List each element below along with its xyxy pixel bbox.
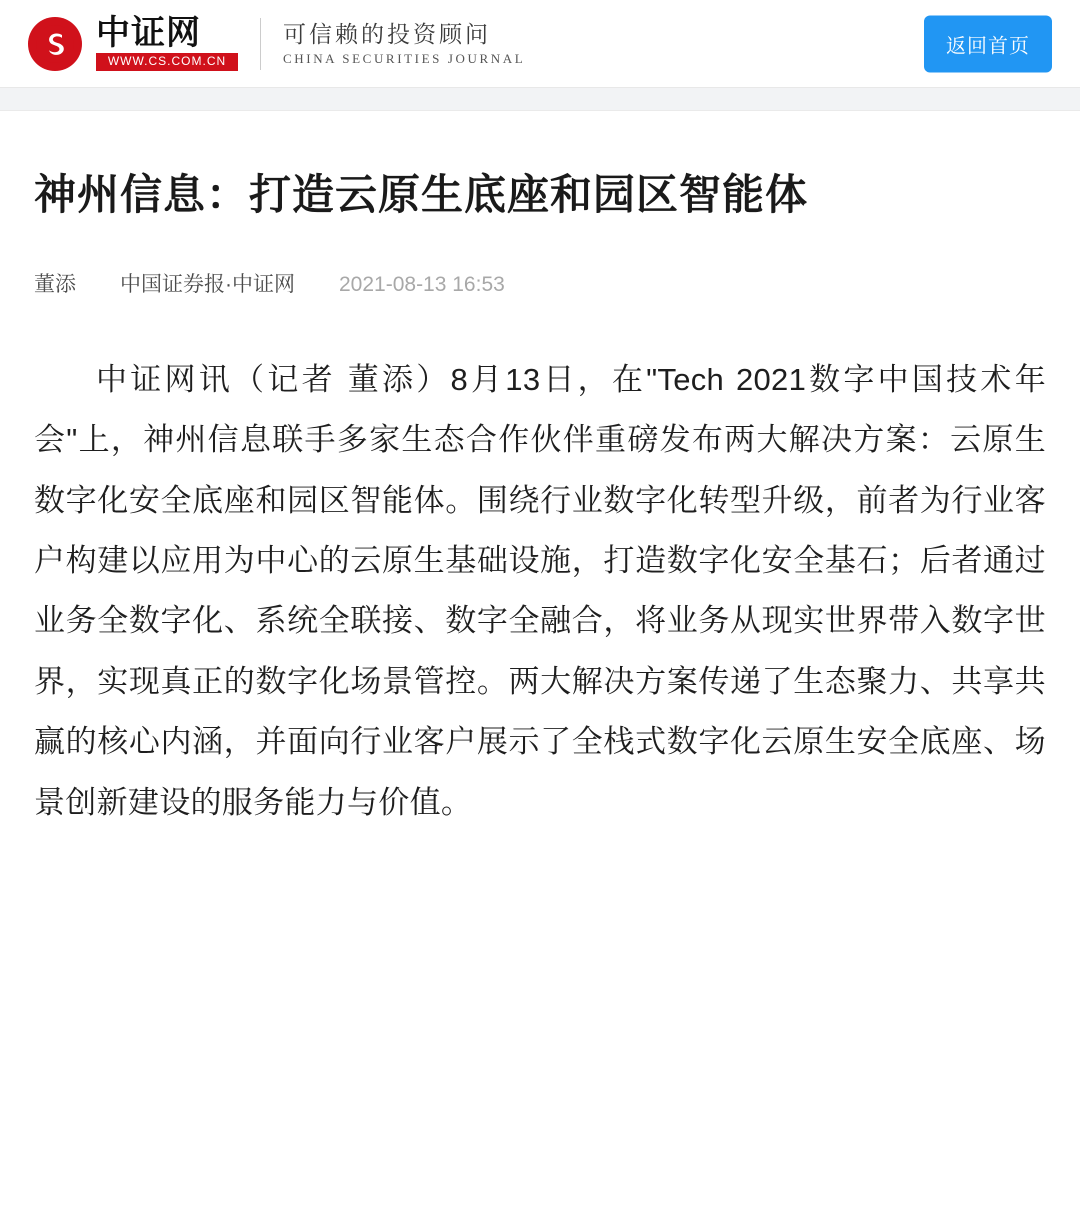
brand-logo[interactable]: [28, 16, 238, 70]
article-meta: [34, 268, 1046, 298]
brand-text: [96, 16, 238, 70]
site-header: [0, 0, 1080, 88]
back-to-home-button[interactable]: 返回首页: [924, 15, 1052, 72]
page-title: 神州信息：打造云原生底座和园区智能体: [34, 171, 809, 218]
article-paragraph: 中证网讯（记者 董添）8月13日，在"Tech 2021数字中国技术年会"上，神州信息联手多家生态合作伙伴重磅发布两大解决方案：云原生数字化安全底座和园区智能体。围绕行业数字化转型升级，前者为行业客户构建以应用为中心的云原生基础设施，打造数字化安全基石；后者通过业务全数字化、系统全联接、数字全融合，将业务从现实世界带入数字世界，实现真正的数字化场景管控。两大解决方案传递了生态聚力、共享共赢的核心内涵，并面向行业客户展示了全栈式数字化云原生安全底座、场景创新建设的服务能力与价值。: [34, 361, 1046, 820]
article-container: [0, 111, 1080, 833]
article-timestamp: 2021-08-13 16:53: [339, 272, 505, 296]
slogan-english: CHINA SECURITIES JOURNAL: [283, 50, 526, 66]
article-body: [34, 350, 1046, 834]
header-spacer-band: [0, 88, 1080, 111]
brand-slogan: [283, 20, 526, 66]
cs-journal-logo-icon: [28, 17, 82, 71]
brand-url: WWW.CS.COM.CN: [96, 53, 238, 70]
header-divider: [260, 18, 261, 70]
article-source: 中国证券报·中证网: [120, 272, 295, 296]
article-author: 董添: [34, 272, 76, 296]
brand-name: 中证网: [96, 14, 201, 53]
slogan-chinese: 可信赖的投资顾问: [283, 20, 491, 47]
